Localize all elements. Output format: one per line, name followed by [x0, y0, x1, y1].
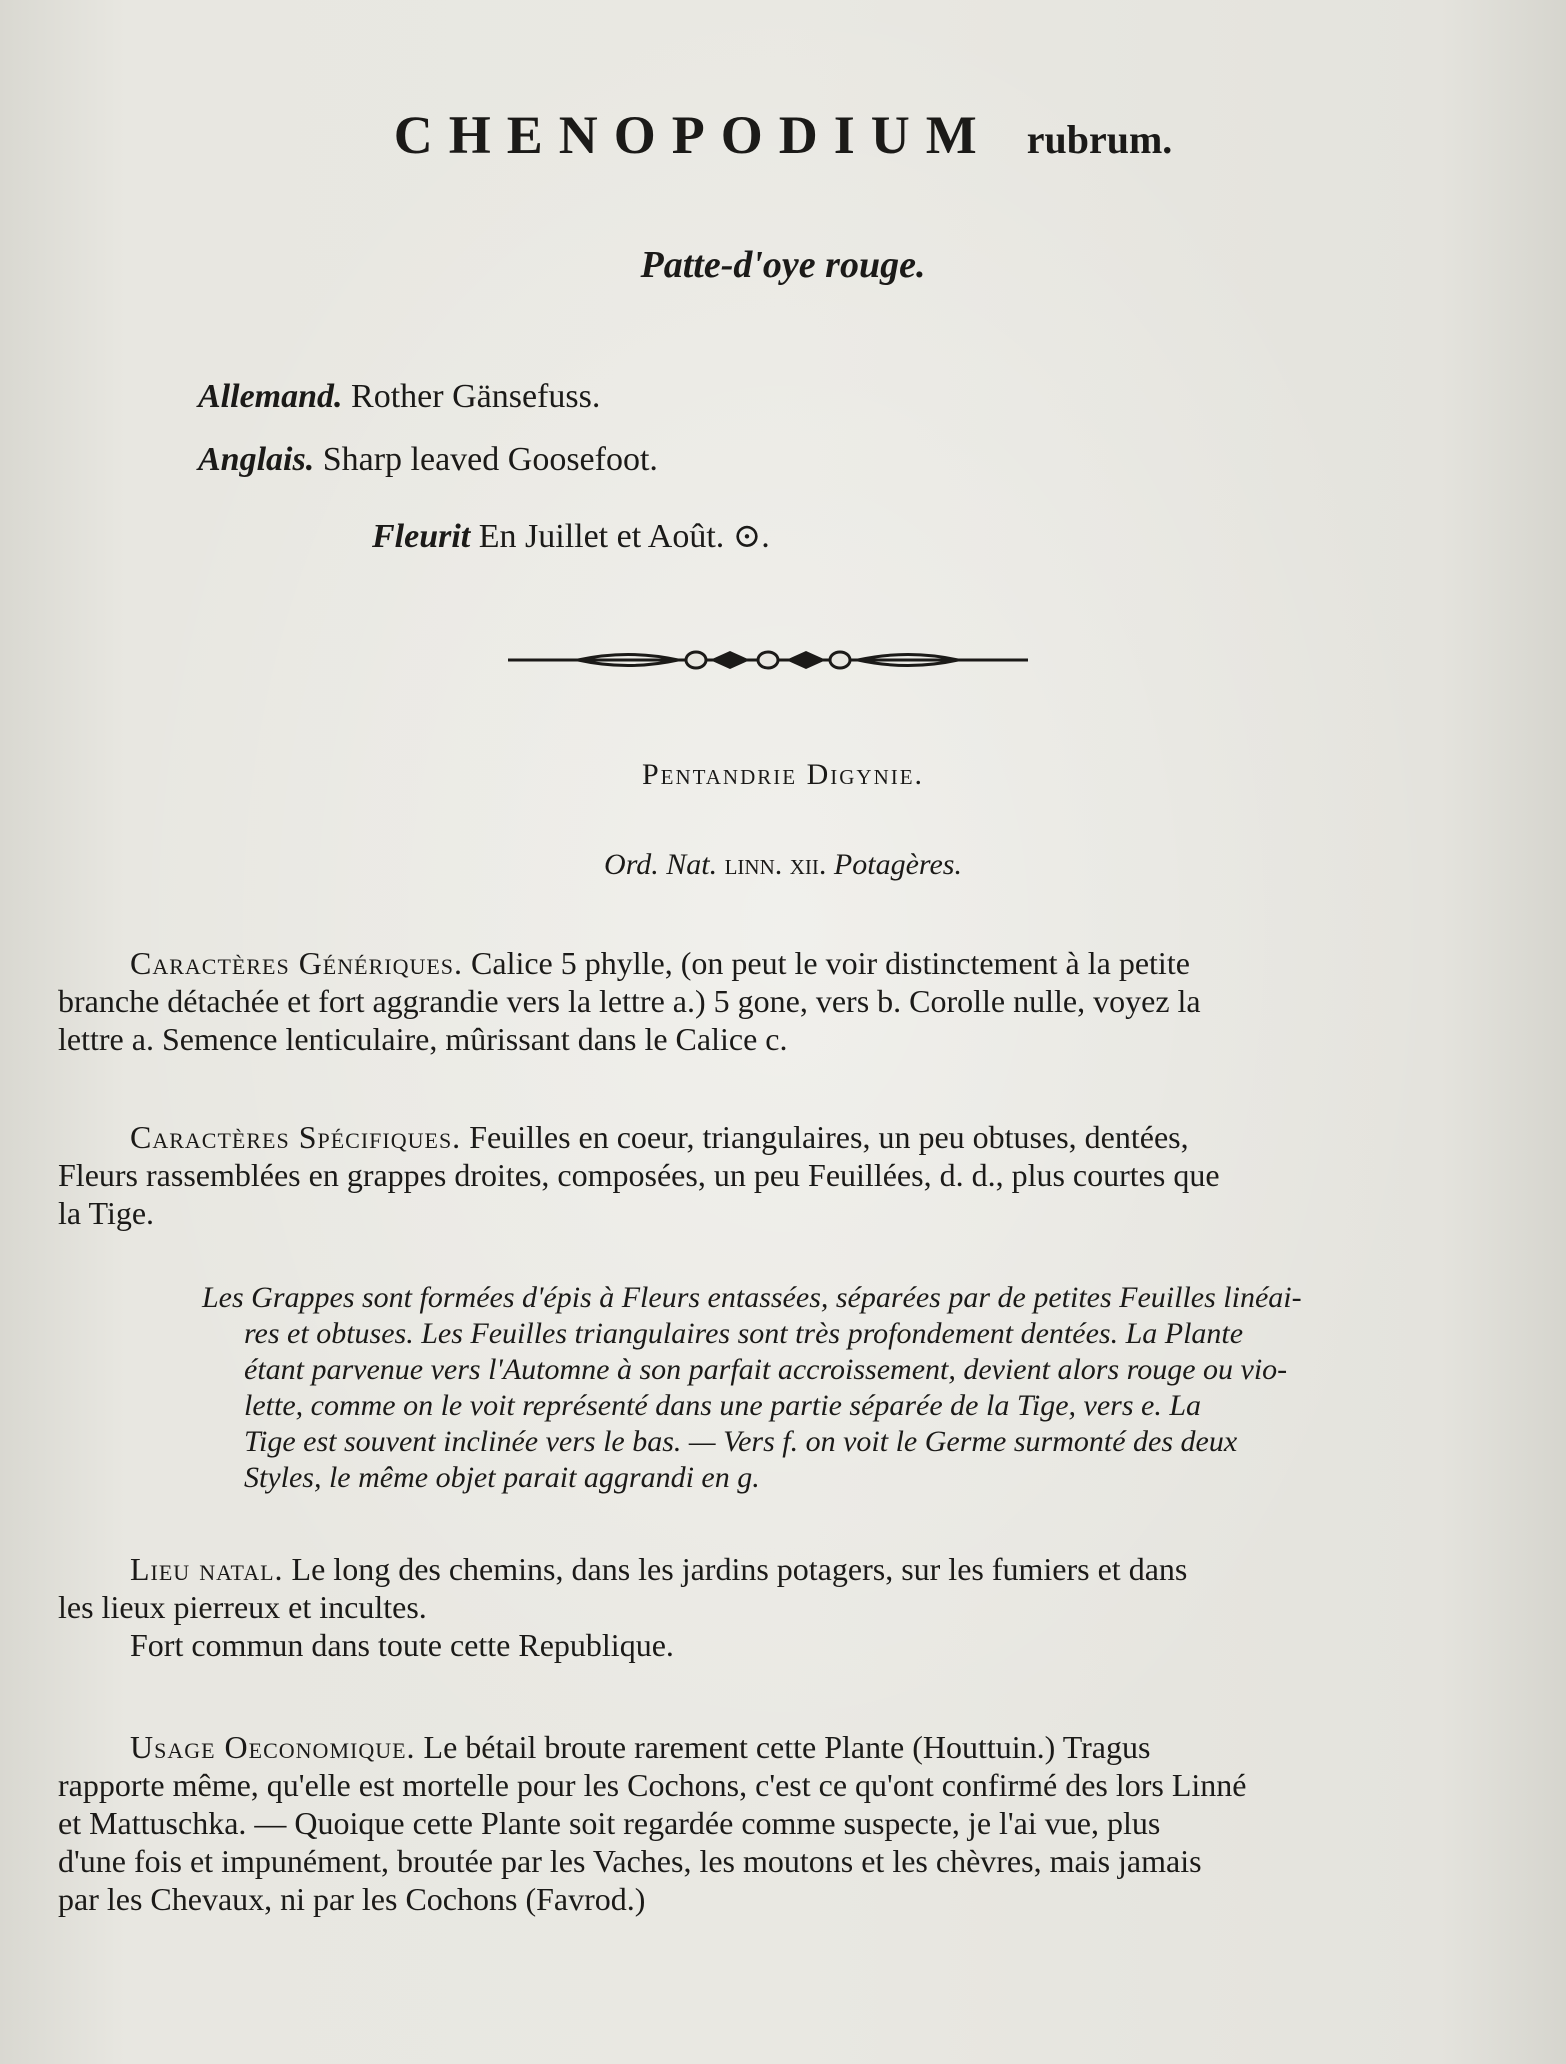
economic-use-heading: Usage Oeconomique. — [130, 1729, 416, 1765]
specific-characters-heading: Caractères Spécifiques. — [130, 1119, 462, 1155]
observation-line-4: lette, comme on le voit représenté dans une partie séparée de la Tige, vers e. La — [244, 1389, 1201, 1422]
observation-line-3: étant parvenue vers l'Automne à son parfait accroissement, devient alors rouge ou vio- — [244, 1353, 1288, 1386]
allemand-label: Allemand. — [198, 378, 343, 415]
natural-order — [0, 845, 1566, 885]
name-anglais — [198, 438, 658, 482]
specific-characters-line-3: la Tige. — [58, 1195, 155, 1231]
economic-use-line-1: Usage Oeconomique. Le bétail broute rarement cette Plante (Houttuin.) Tragus — [130, 1729, 1151, 1765]
habitat-line-3: Fort commun dans toute cette Republique. — [130, 1627, 674, 1663]
ornament-divider-icon — [508, 645, 1028, 675]
observation-line-6: Styles, le même objet parait aggrandi en g. — [244, 1461, 760, 1494]
habitat-line-2: les lieux pierreux et incultes. — [58, 1589, 427, 1625]
specific-characters-line-1: Caractères Spécifiques. Feuilles en coeur, triangulaires, un peu obtuses, dentées, — [130, 1119, 1189, 1155]
habitat-heading: Lieu natal. — [130, 1551, 284, 1587]
page-title — [0, 100, 1566, 175]
economic-use-line-5: par les Chevaux, ni par les Cochons (Favrod.) — [58, 1881, 646, 1917]
observation-line-5: Tige est souvent inclinée vers le bas. — Vers f. on voit le Germe surmonté des deux — [244, 1425, 1238, 1458]
economic-use-line-3: et Mattuschka. — Quoique cette Plante soit regardée comme suspecte, je l'ai vue, plus — [58, 1805, 1161, 1841]
economic-use-line-4: d'une fois et impunément, broutée par les Vaches, les moutons et les chèvres, mais jamais — [58, 1843, 1202, 1879]
economic-use-line-2: rapporte même, qu'elle est mortelle pour les Cochons, c'est ce qu'ont confirmé des lors Linné — [58, 1767, 1247, 1803]
common-name: Patte-d'oye rouge. — [640, 244, 926, 286]
observation-line-2: res et obtuses. Les Feuilles triangulaires sont très profondement dentées. La Plante — [244, 1317, 1244, 1350]
genus-name: CHENOPODIUM — [393, 105, 993, 165]
generic-characters-line-3: lettre a. Semence lenticulaire, mûrissant dans le Calice c. — [58, 1021, 788, 1057]
species-name: rubrum. — [1026, 117, 1173, 162]
habitat-line-1: Lieu natal. Le long des chemins, dans les jardins potagers, sur les fumiers et dans — [130, 1551, 1188, 1587]
ordre-linn: linn. xii. — [724, 848, 827, 881]
anglais-value: Sharp leaved Goosefoot. — [322, 441, 658, 478]
allemand-value: Rother Gänsefuss. — [351, 378, 601, 415]
fleurit-value: En Juillet et Août. ⊙. — [478, 518, 770, 555]
generic-characters-heading: Caractères Génériques. — [130, 945, 464, 981]
flowering-period — [372, 515, 770, 559]
linnaean-class: Pentandrie Digynie. — [641, 758, 925, 791]
ordre-label: Ord. Nat. — [604, 848, 718, 881]
generic-characters-line-1: Caractères Génériques. Calice 5 phylle, (on peut le voir distinctement à la petite — [130, 945, 1190, 981]
specific-characters-line-2: Fleurs rassemblées en grappes droites, composées, un peu Feuillées, d. d., plus courtes que — [58, 1157, 1220, 1193]
name-allemand — [198, 375, 600, 419]
ordre-name: Potagères. — [833, 848, 962, 881]
fleurit-label: Fleurit — [372, 518, 471, 555]
generic-characters-line-2: branche détachée et fort aggrandie vers la lettre a.) 5 gone, vers b. Corolle nulle, voyez la — [58, 983, 1201, 1019]
anglais-label: Anglais. — [198, 441, 315, 478]
observation-line-1: Les Grappes sont formées d'épis à Fleurs entassées, séparées par de petites Feuilles linéai- — [202, 1281, 1302, 1314]
